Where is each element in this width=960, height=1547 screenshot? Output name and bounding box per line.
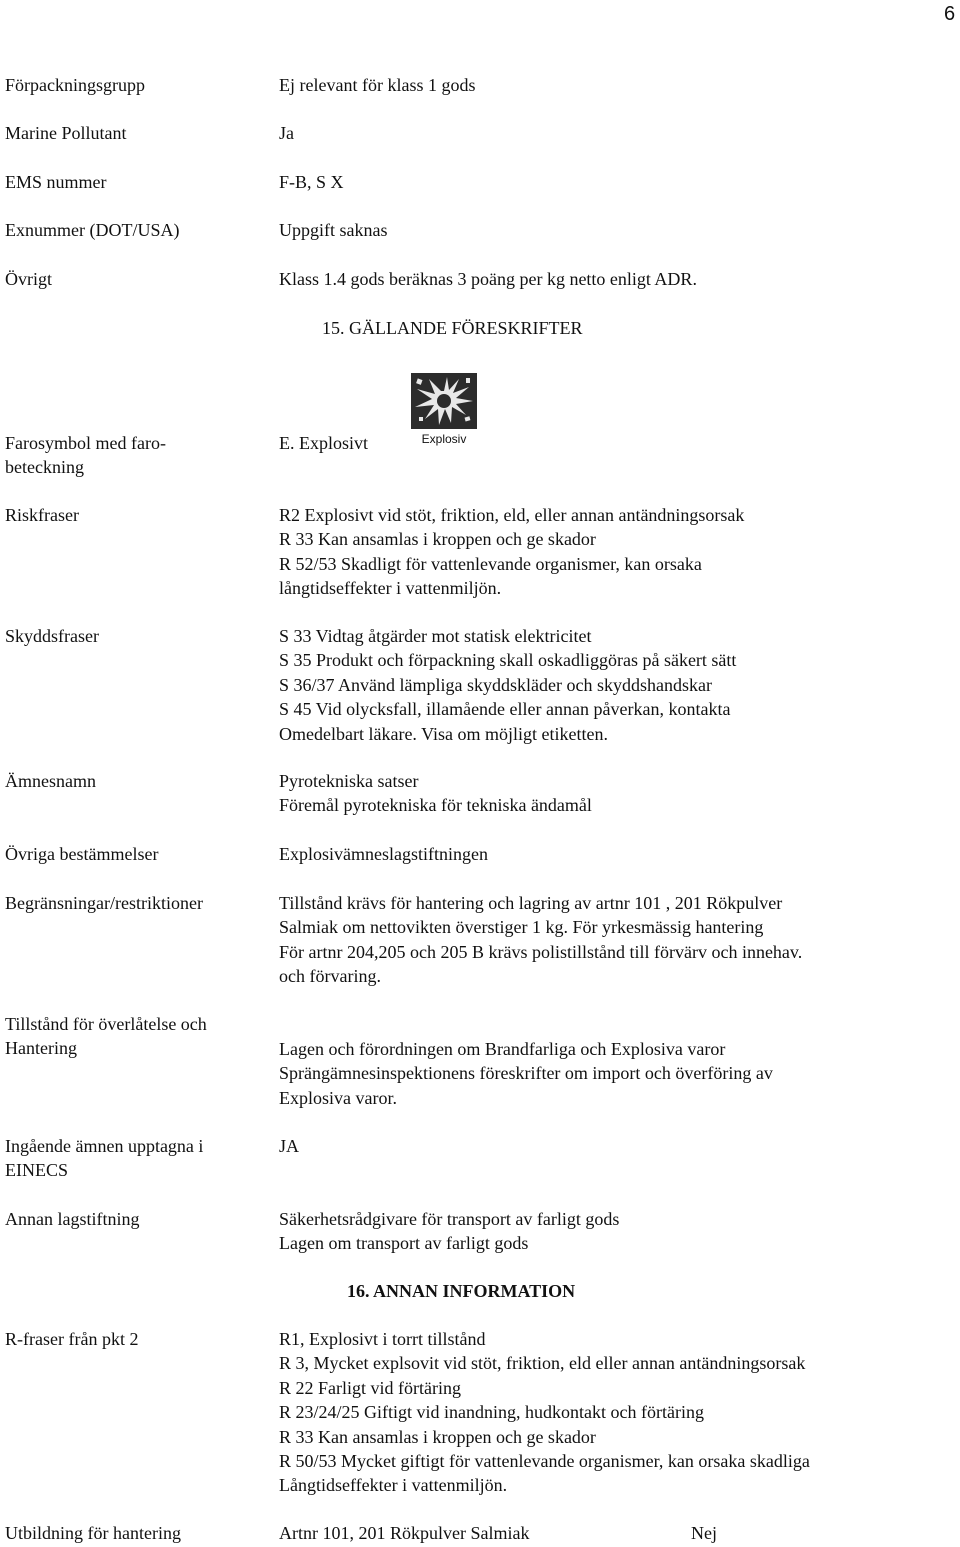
field-label-ems-nummer: EMS nummer <box>5 172 107 192</box>
risk-phrase: R 52/53 Skadligt för vattenlevande organismer, kan orsaka <box>279 553 702 574</box>
field-label-utbildning: Utbildning för hantering <box>5 1523 181 1543</box>
field-label-tillstand: Tillstånd för överlåtelse och Hantering <box>5 1014 207 1059</box>
risk-phrase: R1, Explosivt i torrt tillstånd <box>279 1329 486 1349</box>
field-label-skyddsfraser: Skyddsfraser <box>5 626 99 646</box>
field-label-forpackningsgrupp: Förpackningsgrupp <box>5 75 145 95</box>
safety-phrase: Omedelbart läkare. Visa om möjligt etiketten. <box>279 723 608 744</box>
field-label-ovriga-bestammelser: Övriga bestämmelser <box>5 844 159 864</box>
field-label-riskfraser: Riskfraser <box>5 505 79 525</box>
explosive-hazard-icon <box>411 373 477 449</box>
risk-phrase: R 3, Mycket explsovit vid stöt, friktion, eld eller annan antändningsorsak <box>279 1353 806 1374</box>
begransningar-text: Tillstånd krävs för hantering och lagring av artnr 101 , 201 Rökpulver Salmiak om nettovikten överstiger 1 kg. För yrkesmässig hantering För artnr 204,205 och 205 B krävs polistillstånd till förvärv och innehav. och förvaring. <box>279 893 803 987</box>
field-label-annan-lagstiftning: Annan lagstiftning <box>5 1209 140 1229</box>
risk-phrase: R 33 Kan ansamlas i kroppen och ge skador <box>279 529 596 550</box>
safety-phrase: S 33 Vidtag åtgärder mot statisk elektricitet <box>279 626 592 646</box>
field-label-einecs: Ingående ämnen upptagna i EINECS <box>5 1136 204 1181</box>
field-value-ems-nummer: F-B, S X <box>279 172 344 192</box>
safety-phrase: S 36/37 Använd lämpliga skyddskläder och skyddshandskar <box>279 674 712 695</box>
field-value-ovriga-bestammelser: Explosivämneslagstiftningen <box>279 844 488 864</box>
field-label-begransningar: Begränsningar/restriktioner <box>5 893 203 913</box>
section-16-heading: 16. ANNAN INFORMATION <box>347 1281 576 1301</box>
rfraser-list <box>279 1327 949 1498</box>
field-label-amnesnamn: Ämnesnamn <box>5 771 96 791</box>
safety-phrase: S 45 Vid olycksfall, illamående eller annan påverkan, kontakta <box>279 699 731 720</box>
risk-phrase: R 22 Farligt vid förtäring <box>279 1377 461 1398</box>
risk-phrase: R 23/24/25 Giftigt vid inandning, hudkontakt och förtäring <box>279 1402 704 1423</box>
field-value-utbildning: Artnr 101, 201 Rökpulver Salmiak <box>279 1523 530 1543</box>
field-value-exnummer: Uppgift saknas <box>279 220 388 240</box>
field-label-marine-pollutant: Marine Pollutant <box>5 123 127 143</box>
field-answer-utbildning: Nej <box>691 1523 717 1543</box>
amnesnamn-list: Pyrotekniska satser Föremål pyrotekniska för tekniska ändamål <box>279 771 592 816</box>
field-value-ovrigt: Klass 1.4 gods beräknas 3 poäng per kg netto enligt ADR. <box>279 269 697 289</box>
risk-phrase: R2 Explosivt vid stöt, friktion, eld, eller annan antändningsorsak <box>279 505 745 525</box>
annan-lagstiftning-text: Säkerhetsrådgivare för transport av farligt gods Lagen om transport av farligt gods <box>279 1209 620 1254</box>
field-value-marine-pollutant: Ja <box>279 123 294 143</box>
risk-phrase: R 50/53 Mycket giftigt för vattenlevande organismer, kan orsaka skadliga <box>279 1451 810 1472</box>
field-label-rfraser: R-fraser från pkt 2 <box>5 1329 139 1349</box>
safety-phrase: S 35 Produkt och förpackning skall oskadliggöras på säkert sätt <box>279 650 737 671</box>
page-number: 6 <box>944 3 956 25</box>
symbol-caption: Explosiv <box>421 432 467 446</box>
riskfraser-list <box>279 503 939 601</box>
tillstand-text: Lagen och förordningen om Brandfarliga och Explosiva varor Sprängämnesinspektionens föreskrifter om import och överföring av Explosiva varor. <box>279 1039 773 1108</box>
field-label-exnummer: Exnummer (DOT/USA) <box>5 220 180 240</box>
risk-phrase: Långtidseffekter i vattenmiljön. <box>279 1475 508 1496</box>
field-value-einecs: JA <box>279 1136 300 1156</box>
section-15-heading: 15. GÄLLANDE FÖRESKRIFTER <box>322 318 583 338</box>
field-label-farosymbol: Farosymbol med faro- beteckning <box>5 433 166 478</box>
risk-phrase: långtidseffekter i vattenmiljön. <box>279 578 502 599</box>
field-label-ovrigt: Övrigt <box>5 269 52 289</box>
field-value-forpackningsgrupp: Ej relevant för klass 1 gods <box>279 75 476 95</box>
skyddsfraser-list <box>279 624 939 746</box>
field-value-farosymbol: E. Explosivt <box>279 433 368 453</box>
risk-phrase: R 33 Kan ansamlas i kroppen och ge skador <box>279 1426 596 1447</box>
